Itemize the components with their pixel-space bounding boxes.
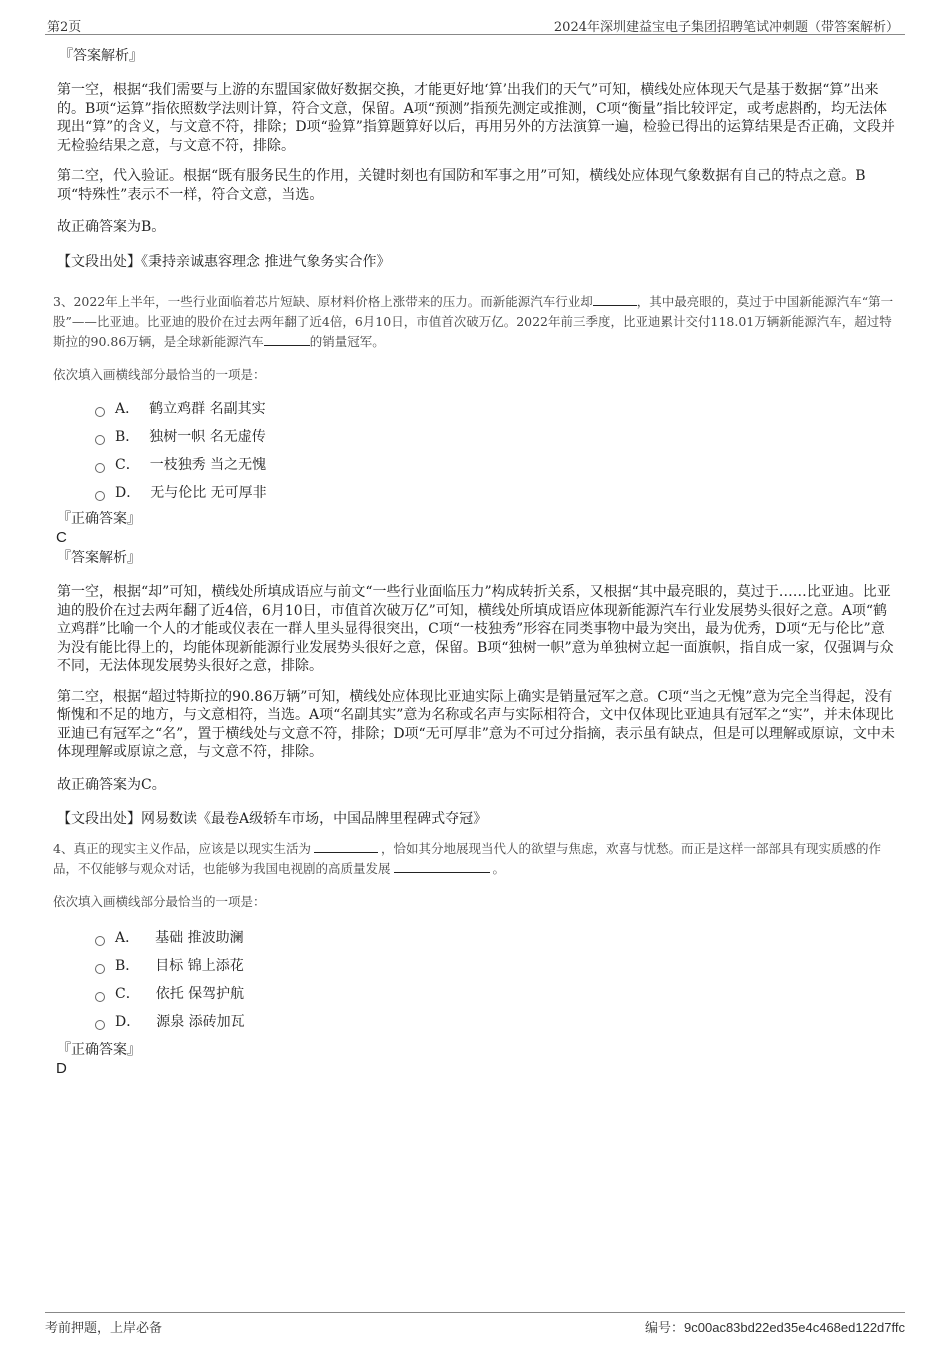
q4-option-d[interactable]: D． 源泉 添砖加瓦 (95, 1008, 895, 1036)
document-title: 2024年深圳建益宝电子集团招聘笔试冲刺题（带答案解析） (553, 20, 899, 35)
q4-option-b[interactable]: B． 目标 锦上添花 (95, 952, 895, 980)
q3-blank-1 (593, 293, 637, 306)
radio-icon[interactable] (95, 435, 105, 445)
radio-icon[interactable] (95, 992, 105, 1002)
q4-option-c[interactable]: C． 依托 保驾护航 (95, 980, 895, 1008)
q4-blank-2 (394, 860, 490, 873)
q3-prompt: 依次填入画横线部分最恰当的一项是： (53, 367, 266, 382)
q3-conclusion: 故正确答案为C。 (57, 776, 166, 793)
footer-slogan: 考前押题，上岸必备 (45, 1321, 163, 1336)
q3-blank-2 (264, 333, 310, 346)
analysis-label: 『答案解析』 (57, 550, 141, 566)
document-code: 编号：9c00ac83bd22ed35e4c468ed122d7ffc (645, 1320, 905, 1336)
correct-answer-label: 『正确答案』 (57, 1041, 141, 1058)
q3-answer: C (56, 529, 67, 546)
q2-conclusion: 故正确答案为B。 (57, 219, 166, 235)
q4-options (95, 924, 895, 1036)
radio-icon[interactable] (95, 463, 105, 473)
radio-icon[interactable] (95, 1020, 105, 1030)
radio-icon[interactable] (95, 491, 105, 501)
analysis-label: 『答案解析』 (59, 48, 143, 64)
q3-analysis-second-blank: 第二空，根据“超过特斯拉的90.86万辆”可知，横线处应体现比亚迪实际上确实是销量冠军之意。C项“当之无愧”意为完全当得起，没有惭愧和不足的地方，与文意相符，当选。A项“名副其实”意为名称或名声与实际相符合，文中仅体现比亚迪具有冠军之“实”，并未体现比亚迪已有冠军之“名”，置于横线处与文意不符，排除；D项“无可厚非”意为不可过分指摘，表示虽有缺点，但是可以理解或原谅，文中未体现理解或原谅之意，与文意不符，排除。 (57, 688, 895, 760)
q2-source: 【文段出处】《秉持亲诚惠容理念 推进气象务实合作》 (57, 253, 391, 270)
q3-option-b[interactable]: B． 独树一帜 名无虚传 (95, 423, 895, 451)
correct-answer-label: 『正确答案』 (57, 511, 141, 527)
q2-analysis-first-blank: 第一空，根据“我们需要与上游的东盟国家做好数据交换，才能更好地‘算’出我们的天气”可知，横线处应体现天气是基于数据“算”出来的。B项“运算”指依照数学法则计算，符合文意，保留。A项“预测”指预先测定或推测，C项“衡量”指比较评定，或考虑斟酌，均无法体现出“算”的含义，与文意不符，排除；D项“验算”指算题算好以后，再用另外的方法演算一遍，检验已得出的运算结果是否正确，文段并无检验结果之意，与文意不符，排除。 (57, 82, 895, 154)
radio-icon[interactable] (95, 936, 105, 946)
q3-options (95, 395, 895, 507)
page-number: 第2页 (47, 20, 82, 35)
radio-icon[interactable] (95, 964, 105, 974)
q3-option-a[interactable]: A． 鹤立鸡群 名副其实 (95, 395, 895, 423)
q3-source: 【文段出处】网易数读《最卷A级轿车市场，中国品牌里程碑式夺冠》 (57, 811, 488, 827)
q4-prompt: 依次填入画横线部分最恰当的一项是： (53, 893, 266, 909)
q4-stem: 4、真正的现实主义作品，应该是以现实生活为 ，恰如其分地展现当代人的欲望与焦虑，欢喜与忧愁。而正是这样一部部具有现实质感的作品，不仅能够与观众对话，也能够为我国电视剧的高质量发展 。 (53, 840, 881, 876)
q2-analysis-second-blank: 第二空，代入验证。根据“既有服务民生的作用，关键时刻也有国防和军事之用”可知，横线处应体现气象数据有自己的特点之意。B项“特殊性”表示不一样，符合文意，当选。 (57, 168, 866, 203)
q3-option-c[interactable]: C． 一枝独秀 当之无愧 (95, 451, 895, 479)
q4-blank-1 (314, 840, 378, 853)
q3-option-d[interactable]: D． 无与伦比 无可厚非 (95, 479, 895, 507)
q3-analysis-first-blank: 第一空，根据“却”可知，横线处所填成语应与前文“一些行业面临压力”构成转折关系，又根据“其中最亮眼的，莫过于……比亚迪。比亚迪的股价在过去两年翻了近4倍，6月10日，市值首次破万亿”可知，横线处所填成语应体现新能源汽车行业发展势头很好之意。A项“鹤立鸡群”比喻一个人的才能或仪表在一群人里头显得很突出，C项“一枝独秀”形容在同类事物中最为突出，最为优秀，D项“无与伦比”意为没有能比得上的，均能体现新能源行业发展势头很好之意，保留。B项“独树一帜”意为单独树立起一面旗帜，指自成一家，仅强调与众不同，无法体现发展势头很好之意，排除。 (57, 584, 894, 674)
q4-answer: D (56, 1059, 67, 1077)
q4-option-a[interactable]: A． 基础 推波助澜 (95, 924, 895, 952)
document-content (53, 46, 895, 1078)
page-footer (45, 1312, 905, 1335)
radio-icon[interactable] (95, 407, 105, 417)
page-header (45, 14, 905, 35)
q3-stem: 3、2022年上半年，一些行业面临着芯片短缺、原材料价格上涨带来的压力。而新能源汽车行业却 ，其中最亮眼的，莫过于中国新能源汽车“第一股”——比亚迪。比亚迪的股价在过去两年翻了近4倍，6月10日，市值首次破万亿。2022年前三季度，比亚迪累计交付118.01万辆新能源汽车，超过特斯拉的90.86万辆，是全球新能源汽车 的销量冠军。 (53, 294, 894, 349)
